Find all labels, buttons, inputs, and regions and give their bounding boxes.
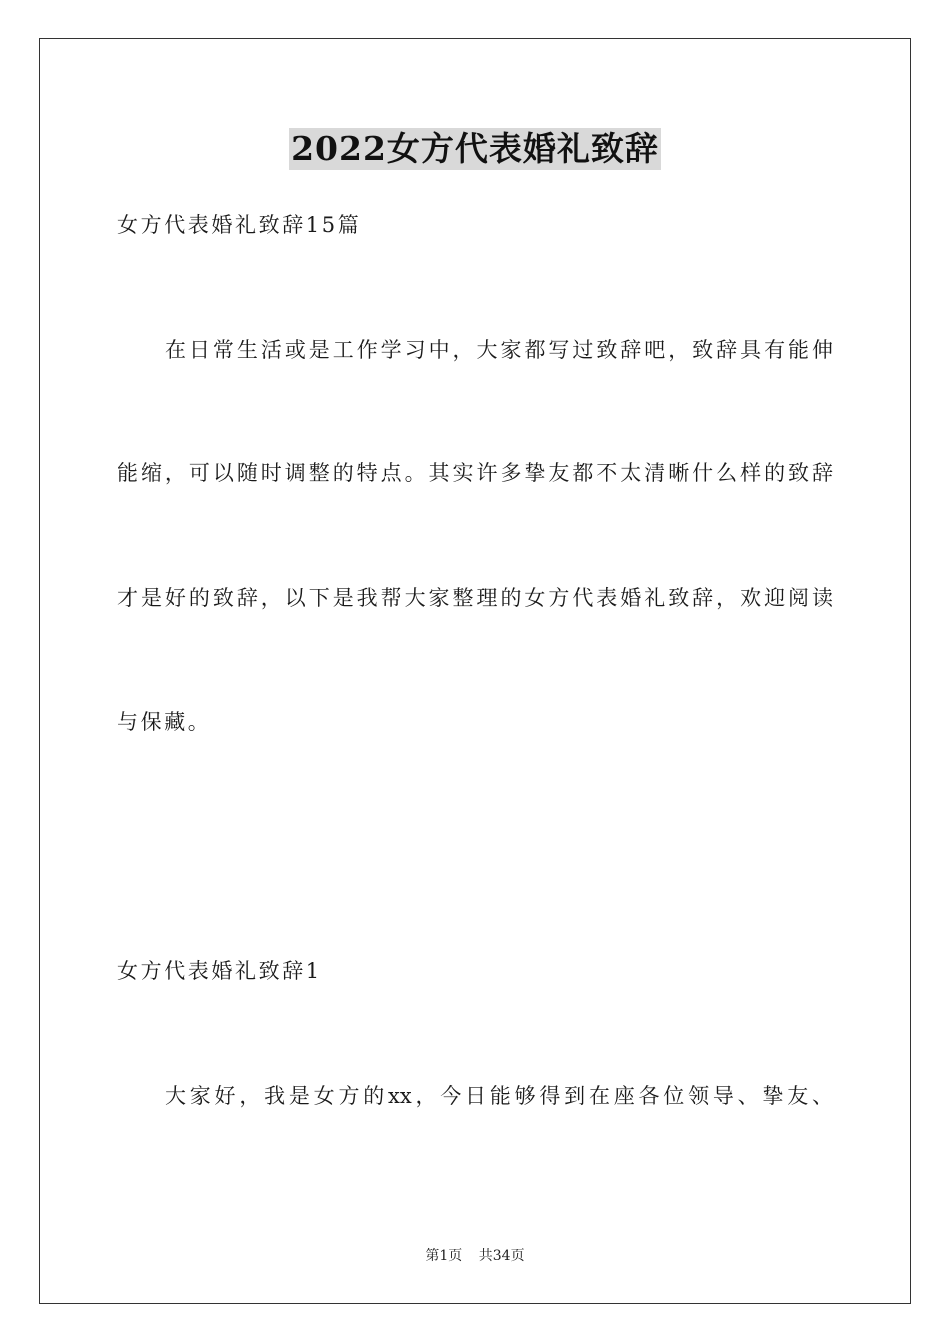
- intro-line-2: 能缩，可以随时调整的特点。其实许多挚友都不太清晰什么样的致辞: [117, 461, 833, 485]
- document-subtitle: 女方代表婚礼致辞15篇: [117, 213, 362, 237]
- page-number: 第1页: [425, 1248, 463, 1264]
- intro-line-1: 在日常生活或是工作学习中，大家都写过致辞吧，致辞具有能伸: [165, 338, 833, 362]
- intro-line-4: 与保藏。: [117, 710, 212, 734]
- page-total: 共34页: [478, 1248, 525, 1264]
- intro-line-3: 才是好的致辞，以下是我帮大家整理的女方代表婚礼致辞，欢迎阅读: [117, 586, 833, 610]
- title-container: [0, 128, 950, 170]
- section-line-1: 大家好，我是女方的xx，今日能够得到在座各位领导、挚友、: [165, 1084, 833, 1108]
- page-footer: [0, 1246, 950, 1266]
- section-heading: 女方代表婚礼致辞1: [117, 959, 322, 983]
- document-title: 2022女方代表婚礼致辞: [291, 129, 659, 168]
